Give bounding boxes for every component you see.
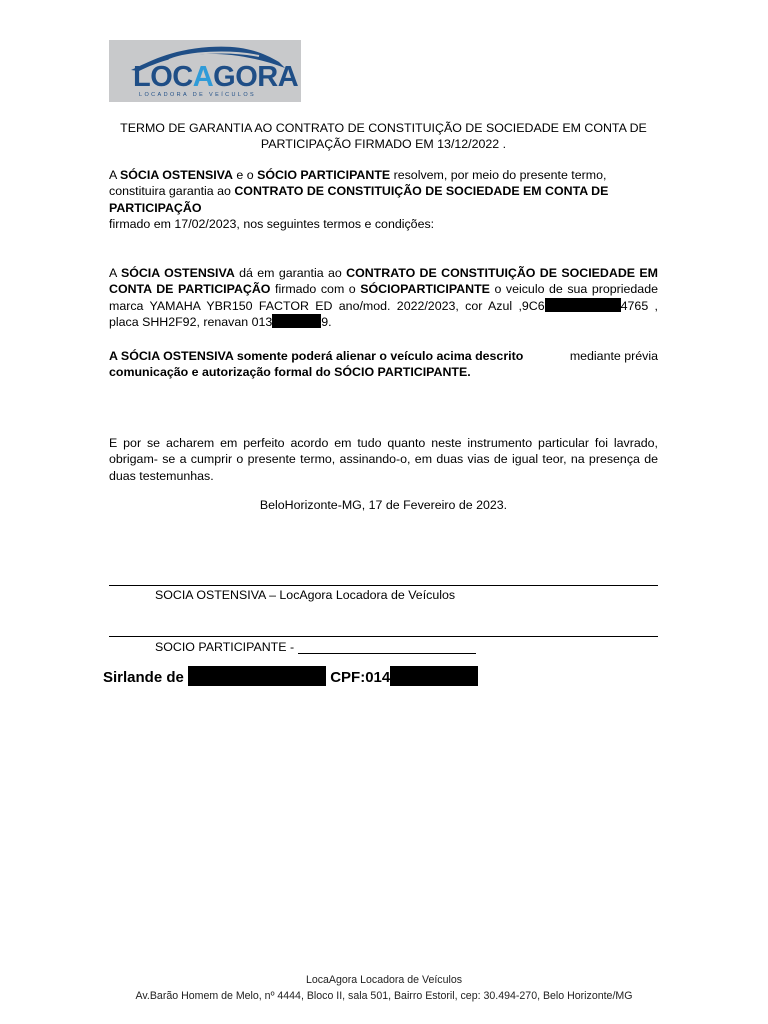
redaction-bar: [545, 298, 621, 312]
footer-company: LocaAgora Locadora de Veículos: [305, 974, 463, 986]
blank-fill-line: [298, 641, 476, 654]
signature-label-participante: SOCIO PARTICIPANTE -: [155, 640, 476, 654]
signature-label-ostensiva: SOCIA OSTENSIVA – LocAgora Locadora de Veículos: [155, 588, 456, 602]
redaction-bar: [390, 666, 478, 686]
footer-address: Av.Barão Homem de Melo, nº 4444, Bloco II, sala 501, Bairro Estoril, cep: 30.494-270, Belo Horizonte/MG: [135, 990, 633, 1002]
signature-line: [109, 636, 658, 637]
place-date: BeloHorizonte-MG, 17 de Fevereiro de 2023.: [259, 498, 508, 512]
paragraph-agreement: E por se acharem em perfeito acordo em tudo quanto neste instrumento particular foi lavrado, obrigam- se a cumprir o presente termo, assinando-o, em duas vias de igual teor, na presença de duas testemunhas.: [109, 436, 658, 483]
paragraph-guarantee: A SÓCIA OSTENSIVA dá em garantia ao CONTRATO DE CONSTITUIÇÃO DE SOCIEDADE EM CONTA DE PARTICIPAÇÃO firmado com o SÓCIOPARTICIPANTE o veiculo de sua propriedade marca YAMAHA YBR150 FACTOR ED ano/mod. 2022/2023, cor Azul ,9C6 4765 , placa SHH2F92, renavan 013 9.: [109, 266, 658, 329]
signer-identification: Sirlande de CPF:014: [103, 666, 478, 688]
signature-line: [109, 585, 658, 586]
logo-tagline: LOCADORA DE VEÍCULOS: [139, 92, 257, 98]
redaction-bar: [188, 666, 326, 686]
redaction-bar: [272, 314, 321, 328]
logo-wordmark: LOCAGORA: [133, 61, 299, 93]
paragraph-intro: A SÓCIA OSTENSIVA e o SÓCIO PARTICIPANTE resolvem, por meio do presente termo, constituira garantia ao CONTRATO DE CONSTITUIÇÃO DE SOCIEDADE EM CONTA DE PARTICIPAÇÃO firmado em 17/02/2023, nos seguintes termos e condições:: [109, 168, 609, 231]
paragraph-restriction: A SÓCIA OSTENSIVA somente poderá alienar o veículo acima descrito mediante prévia comunicação e autorização formal do SÓCIO PARTICIPANTE.: [109, 349, 658, 380]
company-logo: [109, 40, 301, 102]
document-title: TERMO DE GARANTIA AO CONTRATO DE CONSTITUIÇÃO DE SOCIEDADE EM CONTA DE PARTICIPAÇÃO FIRMADO EM 13/12/2022 .: [120, 121, 647, 151]
